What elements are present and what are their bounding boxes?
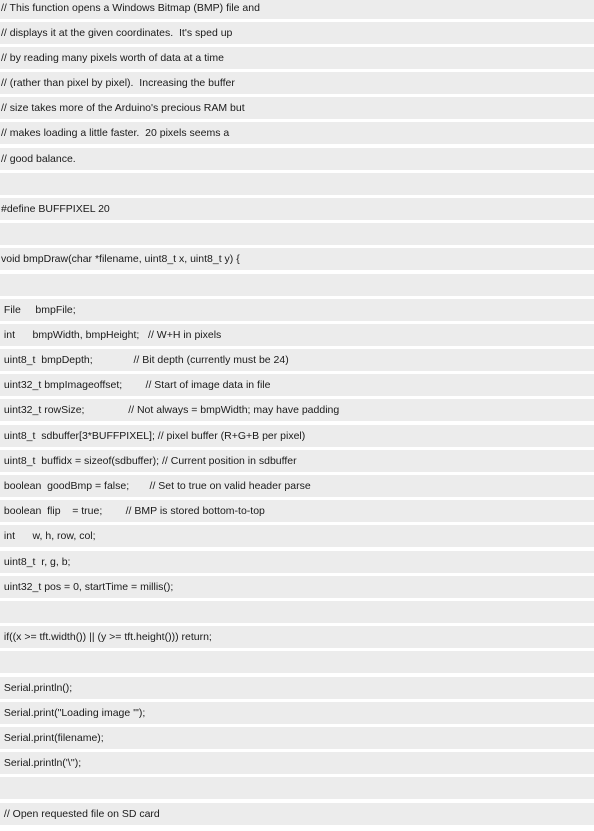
code-line bbox=[0, 601, 594, 623]
code-line: File bmpFile; bbox=[0, 299, 594, 321]
code-line: boolean goodBmp = false; // Set to true on valid header parse bbox=[0, 475, 594, 497]
code-line: // by reading many pixels worth of data at a time bbox=[0, 47, 594, 69]
code-line: Serial.println('\''); bbox=[0, 752, 594, 774]
code-line: uint32_t rowSize; // Not always = bmpWidth; may have padding bbox=[0, 399, 594, 421]
code-line: int bmpWidth, bmpHeight; // W+H in pixels bbox=[0, 324, 594, 346]
code-line: uint32_t bmpImageoffset; // Start of image data in file bbox=[0, 374, 594, 396]
code-line: uint32_t pos = 0, startTime = millis(); bbox=[0, 576, 594, 598]
code-line: void bmpDraw(char *filename, uint8_t x, uint8_t y) { bbox=[0, 248, 594, 270]
code-line: // displays it at the given coordinates. It's sped up bbox=[0, 22, 594, 44]
code-line bbox=[0, 223, 594, 245]
code-line: Serial.println(); bbox=[0, 677, 594, 699]
code-line bbox=[0, 777, 594, 799]
code-line: // (rather than pixel by pixel). Increasing the buffer bbox=[0, 72, 594, 94]
code-line bbox=[0, 651, 594, 673]
code-line: // good balance. bbox=[0, 148, 594, 170]
code-line: boolean flip = true; // BMP is stored bottom-to-top bbox=[0, 500, 594, 522]
code-line: // size takes more of the Arduino's precious RAM but bbox=[0, 97, 594, 119]
code-line: // Open requested file on SD card bbox=[0, 803, 594, 825]
code-line bbox=[0, 274, 594, 296]
code-line: uint8_t buffidx = sizeof(sdbuffer); // Current position in sdbuffer bbox=[0, 450, 594, 472]
code-line: uint8_t bmpDepth; // Bit depth (currently must be 24) bbox=[0, 349, 594, 371]
code-line: Serial.print(filename); bbox=[0, 727, 594, 749]
code-line: if((x >= tft.width()) || (y >= tft.height())) return; bbox=[0, 626, 594, 648]
code-line: Serial.print("Loading image '"); bbox=[0, 702, 594, 724]
code-line: // This function opens a Windows Bitmap (BMP) file and bbox=[0, 0, 594, 19]
code-line: uint8_t sdbuffer[3*BUFFPIXEL]; // pixel buffer (R+G+B per pixel) bbox=[0, 425, 594, 447]
code-line: int w, h, row, col; bbox=[0, 525, 594, 547]
code-line: #define BUFFPIXEL 20 bbox=[0, 198, 594, 220]
code-line bbox=[0, 173, 594, 195]
code-line: uint8_t r, g, b; bbox=[0, 551, 594, 573]
code-line: // makes loading a little faster. 20 pixels seems a bbox=[0, 122, 594, 144]
